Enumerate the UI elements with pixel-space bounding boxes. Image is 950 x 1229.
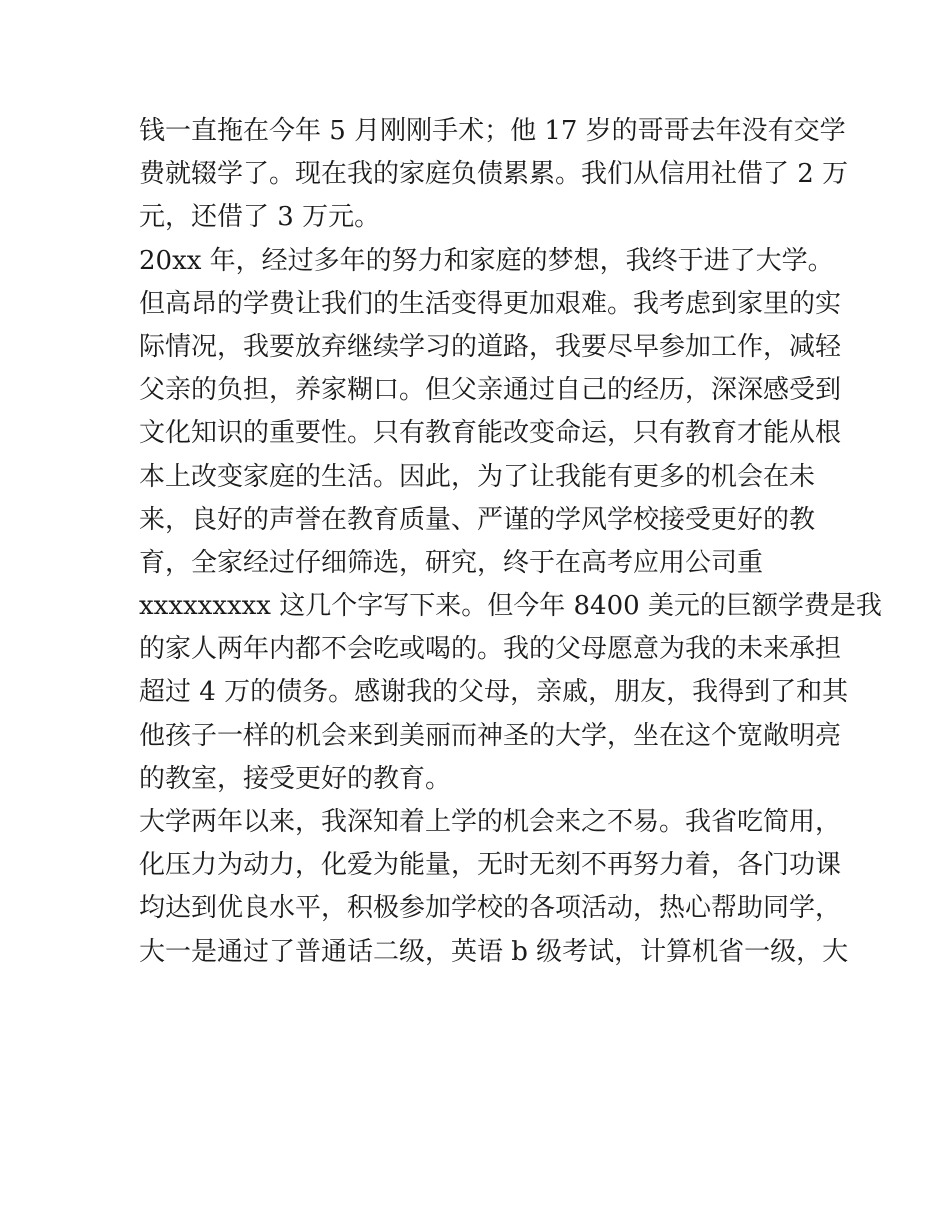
text-line: 育，全家经过仔细筛选，研究，终于在高考应用公司重 <box>139 547 764 578</box>
text-line: 来，良好的声誉在教育质量、严谨的学风学校接受更好的教 <box>139 504 816 535</box>
text-line: 均达到优良水平，积极参加学校的各项活动，热心帮助同学， <box>139 893 842 924</box>
text-line: 的家人两年内都不会吃或喝的。我的父母愿意为我的未来承担 <box>139 634 842 665</box>
text-line: 费就辍学了。现在我的家庭负债累累。我们从信用社借了 2 万 <box>139 159 849 190</box>
text-line: 20xx 年，经过多年的努力和家庭的梦想，我终于进了大学。 <box>139 245 834 276</box>
text-line: 钱一直拖在今年 5 月刚刚手术；他 17 岁的哥哥去年没有交学 <box>139 116 846 146</box>
text-line: 父亲的负担，养家糊口。但父亲通过自己的经历，深深感受到 <box>139 375 842 406</box>
text-line: 元，还借了 3 万元。 <box>139 202 381 233</box>
text-line: 化压力为动力，化爱为能量，无时无刻不再努力着，各门功课 <box>139 850 842 881</box>
text-line: 的教室，接受更好的教育。 <box>139 763 452 794</box>
text-line: 但高昂的学费让我们的生活变得更加艰难。我考虑到家里的实 <box>139 288 842 319</box>
text-line: 际情况，我要放弃继续学习的道路，我要尽早参加工作，减轻 <box>139 331 842 362</box>
text-line: xxxxxxxxx 这几个字写下来。但今年 8400 美元的巨额学费是我 <box>139 591 882 622</box>
text-line: 大一是通过了普通话二级，英语 b 级考试，计算机省一级，大 <box>139 936 849 967</box>
text-line: 超过 4 万的债务。感谢我的父母，亲戚，朋友，我得到了和其 <box>139 677 849 708</box>
text-line: 文化知识的重要性。只有教育能改变命运，只有教育才能从根 <box>139 418 842 449</box>
document-body <box>139 110 882 974</box>
text-line: 大学两年以来，我深知着上学的机会来之不易。我省吃简用， <box>139 807 842 837</box>
text-line: 他孩子一样的机会来到美丽而神圣的大学，坐在这个宽敞明亮 <box>139 720 842 751</box>
text-line: 本上改变家庭的生活。因此，为了让我能有更多的机会在未 <box>139 461 816 492</box>
